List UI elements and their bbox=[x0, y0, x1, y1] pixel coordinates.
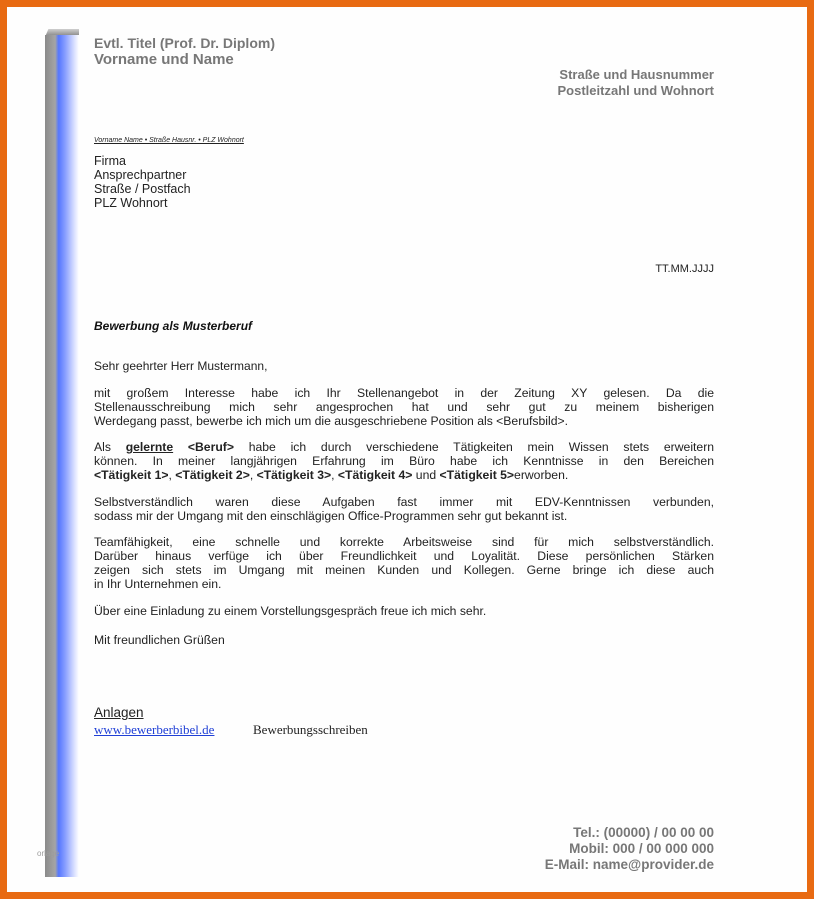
recipient-street: Straße / Postfach bbox=[94, 182, 191, 196]
sender-title: Evtl. Titel (Prof. Dr. Diplom) bbox=[94, 35, 275, 51]
recipient-contact: Ansprechpartner bbox=[94, 168, 187, 182]
contact-mobile: Mobil: 000 / 00 000 000 bbox=[569, 841, 714, 856]
keyword-gelernte: gelernte bbox=[125, 440, 174, 454]
sender-street: Straße und Hausnummer bbox=[559, 67, 714, 82]
paragraph-line: sodass mir der Umgang mit den einschlägigen Office-Programmen sehr gut bekannt ist. bbox=[94, 509, 568, 523]
paragraph-line: Mit freundlichen Grüßen bbox=[94, 633, 225, 647]
website-link[interactable]: www.bewerberbibel.de bbox=[94, 722, 215, 737]
paragraph-interest bbox=[94, 386, 714, 428]
watermark-text: orlage bbox=[37, 849, 60, 858]
paragraph-line: in Ihr Unternehmen ein. bbox=[94, 577, 222, 591]
decorative-side-bar bbox=[45, 35, 79, 877]
attachments-heading: Anlagen bbox=[94, 705, 144, 720]
paragraph-soft-skills bbox=[94, 535, 714, 591]
paragraph-line: Darüber hinaus verfüge ich über Freundlichkeit und Loyalität. Diese persönlichen Stärken bbox=[94, 549, 714, 563]
letter-date: TT.MM.JJJJ bbox=[655, 263, 714, 275]
paragraph-line: Werdegang passt, bewerbe ich mich um die ausgeschriebene Position als <Berufsbild>. bbox=[94, 414, 569, 428]
paragraph-line: <Tätigkeit 1>, <Tätigkeit 2>, <Tätigkeit 3>, <Tätigkeit 4> und <Tätigkeit 5>erworben. bbox=[94, 468, 569, 482]
letter-subject: Bewerbung als Musterberuf bbox=[94, 319, 253, 333]
sender-city: Postleitzahl und Wohnort bbox=[557, 83, 714, 98]
return-address-line: Vorname Name • Straße Hausnr. • PLZ Wohnort bbox=[94, 137, 244, 144]
paragraph-line: Stellenausschreibung mich sehr angesprochen hat und sehr gut zu meinem bisherigen bbox=[94, 400, 714, 414]
paragraph-line: Über eine Einladung zu einem Vorstellungsgespräch freue ich mich sehr. bbox=[94, 604, 487, 618]
sender-name: Vorname und Name bbox=[94, 51, 234, 68]
paragraph-line: mit großem Interesse habe ich Ihr Stellenangebot in der Zeitung XY gelesen. Da die bbox=[94, 386, 714, 400]
recipient-company: Firma bbox=[94, 154, 126, 168]
paragraph-line: Teamfähigkeit, eine schnelle und korrekte Arbeitsweise sind für mich selbstverständlich. bbox=[94, 535, 714, 549]
paragraph-invitation bbox=[94, 604, 714, 618]
paragraph-line: können. In meiner langjährigen Erfahrung im Büro habe ich Kenntnisse in den Bereichen bbox=[94, 454, 714, 468]
paragraph-line: Selbstverständlich waren diese Aufgaben fast immer mit EDV-Kenntnissen verbunden, bbox=[94, 495, 714, 509]
website-caption: Bewerbungsschreiben bbox=[253, 722, 368, 737]
paragraph-line: zeigen sich stets im Umgang mit meinen Kunden und Kollegen. Gerne bringe ich diese auch bbox=[94, 563, 714, 577]
recipient-city: PLZ Wohnort bbox=[94, 196, 168, 210]
salutation: Sehr geehrter Herr Mustermann, bbox=[94, 359, 268, 373]
contact-email: E-Mail: name@provider.de bbox=[544, 857, 714, 872]
letter-page bbox=[7, 7, 807, 892]
contact-phone: Tel.: (00000) / 00 00 00 bbox=[573, 825, 714, 840]
placeholder-beruf: <Beruf> bbox=[187, 440, 234, 454]
paragraph-line: Als gelernte <Beruf> habe ich durch verschiedene Tätigkeiten mein Wissen stets erweitern bbox=[94, 440, 715, 454]
recipient-block bbox=[94, 154, 191, 210]
closing-greeting bbox=[94, 633, 714, 647]
paragraph-experience bbox=[94, 440, 714, 482]
paragraph-it-skills bbox=[94, 495, 714, 523]
